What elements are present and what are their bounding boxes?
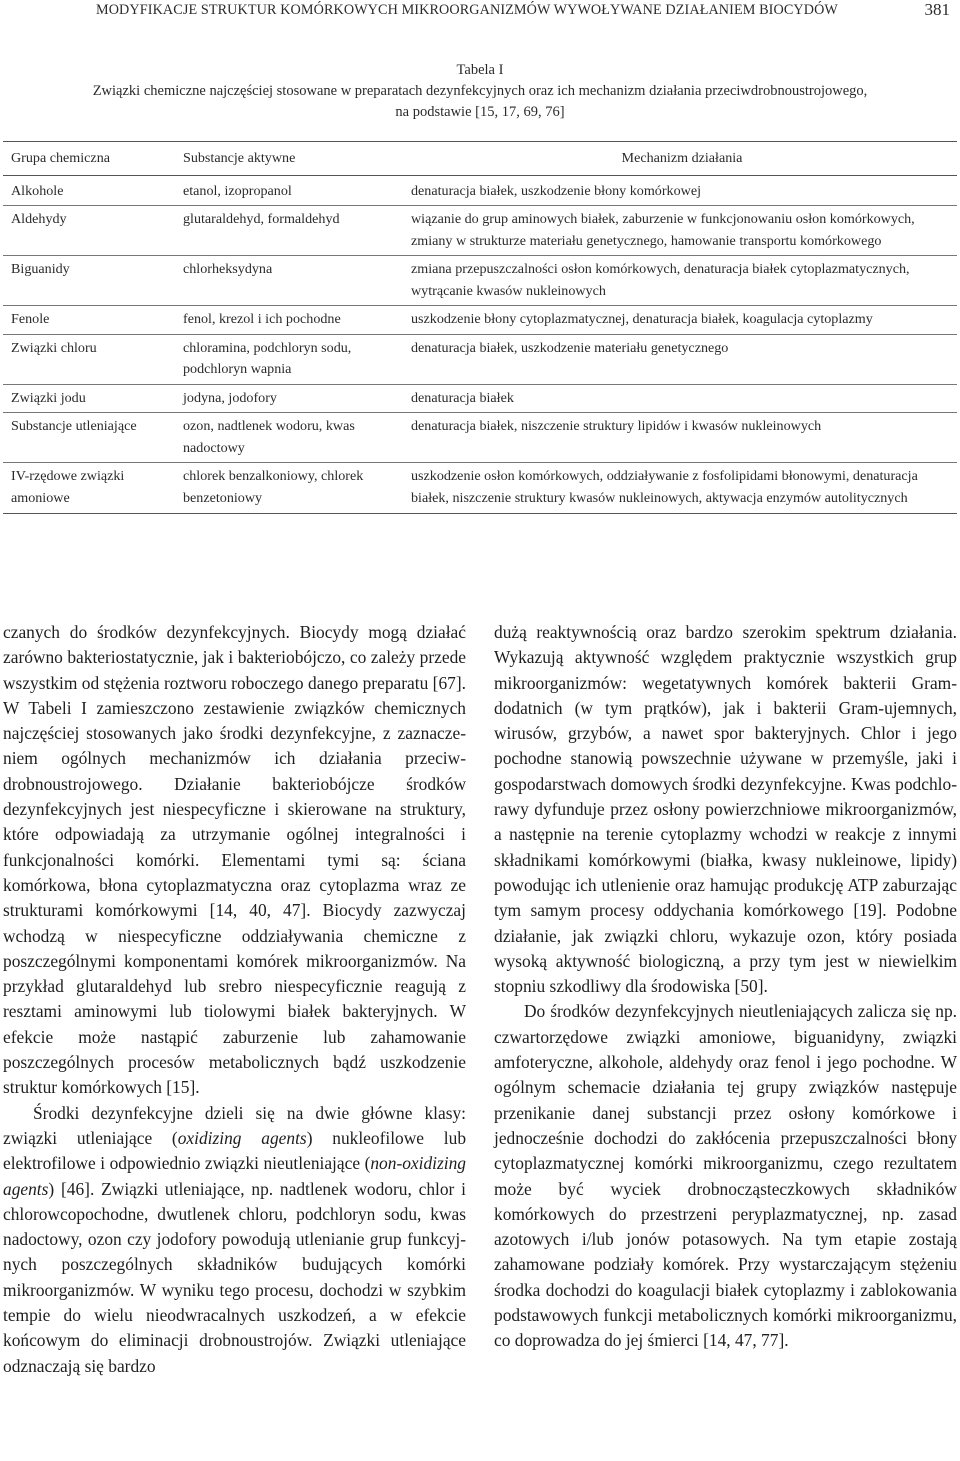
italic-term: oxidizing agents: [177, 1127, 307, 1148]
cell-substances: chloramina, podchloryn sodu, podchloryn wapnia: [175, 334, 403, 384]
cell-mechanism: zmiana przepuszczalności osłon komórkowych, denaturacja białek cytoplazmatycznych, wytrącanie kwasów nukleinowych: [403, 256, 957, 306]
table-row: [3, 175, 957, 206]
column-header-substances: Substancje aktywne: [175, 142, 403, 176]
cell-group: Substancje utleniające: [3, 413, 175, 463]
cell-substances: glutaraldehyd, formaldehyd: [175, 206, 403, 256]
body-column-left: [3, 620, 466, 1379]
compounds-table: [3, 141, 957, 514]
cell-group: Związki jodu: [3, 384, 175, 413]
running-title: MODYFIKACJE STRUKTUR KOMÓRKOWYCH MIKROORGANIZMÓW WYWOŁYWANE DZIAŁANIEM BIOCYDÓW: [96, 2, 838, 18]
table-row: [3, 306, 957, 335]
column-header-mechanism: Mechanizm działania: [403, 142, 957, 176]
cell-substances: ozon, nadtlenek wodoru, kwas nadoctowy: [175, 413, 403, 463]
table-row: [3, 463, 957, 514]
table-row: [3, 413, 957, 463]
cell-substances: etanol, izopropanol: [183, 182, 292, 199]
cell-mechanism: uszkodzenie błony cytoplazmatycznej, denaturacja białek, koagulacja cytoplazmy: [403, 306, 957, 335]
cell-substances: fenol, krezol i ich pochodne: [175, 306, 403, 335]
cell-group: Aldehydy: [3, 206, 175, 256]
text-run: ) nukleofilowe lub elektrofilowe i odpowiednio związki nieutleniające (: [3, 1127, 467, 1174]
cell-group: IV-rzędowe związki amoniowe: [3, 463, 175, 514]
body-paragraph: dużą reaktywnością oraz bardzo szerokim spektrum działania. Wykazują aktywność względem praktycznie wszystkich grup mikroorganizmów: wegetatywnych komórek bakterii Gram-dodatnich (w tym prątków), jak i bakterii Gram-ujemnych, wirusów, grzybów, a nawet spor bakteryjnych. Chlor i jego pochodne stanowią powszechnie używane w przemyśle, jaki i gospodarstwach domowych środki dezynfekcyjne. Kwas podchlorawy dyfunduje przez osłony powierzchniowe mikroorganizmów, a następnie na terenie cytoplazmy wchodzi w reakcje z innymi składnikami komórkowymi (białka, kwasy nukleinowe, lipidy) powodując ich utlenienie oraz hamując produkcję ATP zaburzając tym samym procesy oddychania komórkowego [19]. Podobne działanie, jak związki chloru, wykazuje ozon, który posiada wysoką aktywność biologiczną, a przy tym jest w niewielkim stopniu szkodliwy dla środowiska [50].: [494, 622, 957, 997]
cell-substances: chlorek benzalkoniowy, chlorek benzetoniowy: [175, 463, 403, 514]
cell-mechanism: wiązanie do grup aminowych białek, zaburzenie w funkcjonowaniu osłon komórkowych, zmiany w strukturze materiału genetycznego, hamowanie transportu komórkowego: [403, 206, 957, 256]
cell-group: Związki chloru: [3, 334, 175, 384]
body-paragraph: Do środków dezynfekcyjnych nieutleniających zalicza się np. czwartorzędowe związki amoniowe, biguanidyny, związki amfoteryczne, alkohole, aldehydy oraz fenol i jego pochodne. W ogólnym schemacie działania tej grupy związków następuje przenikanie danej substancji przez osłony komórkowe i jednocześnie dochodzi do zakłócenia przepuszczalności błony cytoplazmatycznej komórki mikroorganizmu, czego rezultatem może być wyciek drobnocząsteczkowych składników komórkowych do przestrzeni peryplazmatycznej, np. zasad azotowych i/lub jonów potasowych. Na tym etapie zostają zahamowane podziały komórek. Przy wystarczającym stężeniu środka dochodzi do koagulacji białek cytoplazmy i zablokowania podstawowych funkcji metabolicznych komórki mikroorganizmu, co doprowadza do jej śmierci [14, 47, 77].: [494, 1001, 957, 1351]
cell-group: Alkohole: [11, 182, 64, 199]
cell-group: Fenole: [3, 306, 175, 335]
cell-mechanism: denaturacja białek, uszkodzenie materiału genetycznego: [403, 334, 957, 384]
cell-substances: jodyna, jodofory: [175, 384, 403, 413]
table-header-row: [3, 142, 957, 176]
italic-term: non-oxidizing agents: [3, 1153, 466, 1199]
table-title: Związki chemiczne najczęściej stosowane w preparatach dezynfekcyjnych oraz ich mechanizm działania przeciwdrobnoustrojowego,: [92, 83, 868, 99]
cell-mechanism: denaturacja białek: [403, 384, 957, 413]
text-run: ) [46]. Związki utleniające, np. nadtlenek wodoru, chlor i chlorowcopochodne, dwutlenek chloru, podchloryn sodu, kwas nadoctowy, ozon czy jodofory powodują utlenianie grup funkcyjnych poszczególnych składników budujących komórki mikroorganizmów. W wyniku tego procesu, dochodzi w szybkim tempie do wielu nieodwracalnych uszkodzeń, a w efekcie końcowym do eliminacji drobnoustrojów. Związki utleniające odznaczają się bardzo: [3, 1178, 466, 1376]
table-source: na podstawie [15, 17, 69, 76]: [395, 104, 565, 120]
table-label: Tabela I: [456, 62, 504, 78]
column-header-group: Grupa chemiczna: [3, 142, 175, 176]
cell-substances: chlorheksydyna: [175, 256, 403, 306]
body-paragraph: [3, 1101, 466, 1379]
cell-mechanism: uszkodzenie osłon komórkowych, oddziaływanie z fosfolipidami błonowymi, denaturacja białek, niszczenie struktury kwasów nukleinowych, aktywacja enzymów autolitycznych: [403, 463, 957, 514]
table-row: [3, 206, 957, 256]
cell-mechanism: denaturacja białek, uszkodzenie błony komórkowej: [411, 182, 701, 199]
running-header: [0, 0, 960, 30]
table-row: [3, 334, 957, 384]
cell-group: Biguanidy: [3, 256, 175, 306]
page-number: 381: [924, 0, 950, 19]
cell-mechanism: denaturacja białek, niszczenie struktury lipidów i kwasów nukleinowych: [403, 413, 957, 463]
body-paragraph: czanych do środków dezynfekcyjnych. Biocydy mogą działać zarówno bakteriostatycznie, jak i bakteriobójczo, co zależy przede wszystkim od stężenia roztworu roboczego danego preparatu [67]. W Tabeli I zamieszczono zestawienie związków chemicznych najczęściej stosowanych jako środki dezynfekcyjne, z zaznaczeniem ogólnych mechanizmów ich działania przeciwdrobnoustrojowego. Działanie bakteriobójcze środków dezynfekcyjnych jest niespecyficzne i skierowane na struktury, które odpowiadają za utrzymanie ogólnej integralności i funkcjonalności komórki. Elementami tymi są: ściana komórkowa, błona cytoplazmatyczna oraz cytoplazma wraz ze strukturami komórkowymi [14, 40, 47]. Biocydy zazwyczaj wchodzą w niespecyficzne oddziaływania chemiczne z poszczególnymi komponentami komórek mikroorganizmów. Na przykład glutaraldehyd lub srebro niespecyficznie reagują z resztami aminowymi lub tiolowymi białek bakteryjnych. W efekcie może nastąpić zaburzenie lub zahamowanie poszczególnych procesów metabolicznych bądź uszkodzenie struktur komórkowych [15].: [3, 622, 466, 1098]
body-column-right: [494, 620, 957, 1354]
table-row: [3, 256, 957, 306]
table-row: [3, 384, 957, 413]
text-run: Środki dezynfekcyjne dzieli się na dwie główne klasy: związki utleniające (: [3, 1102, 466, 1148]
